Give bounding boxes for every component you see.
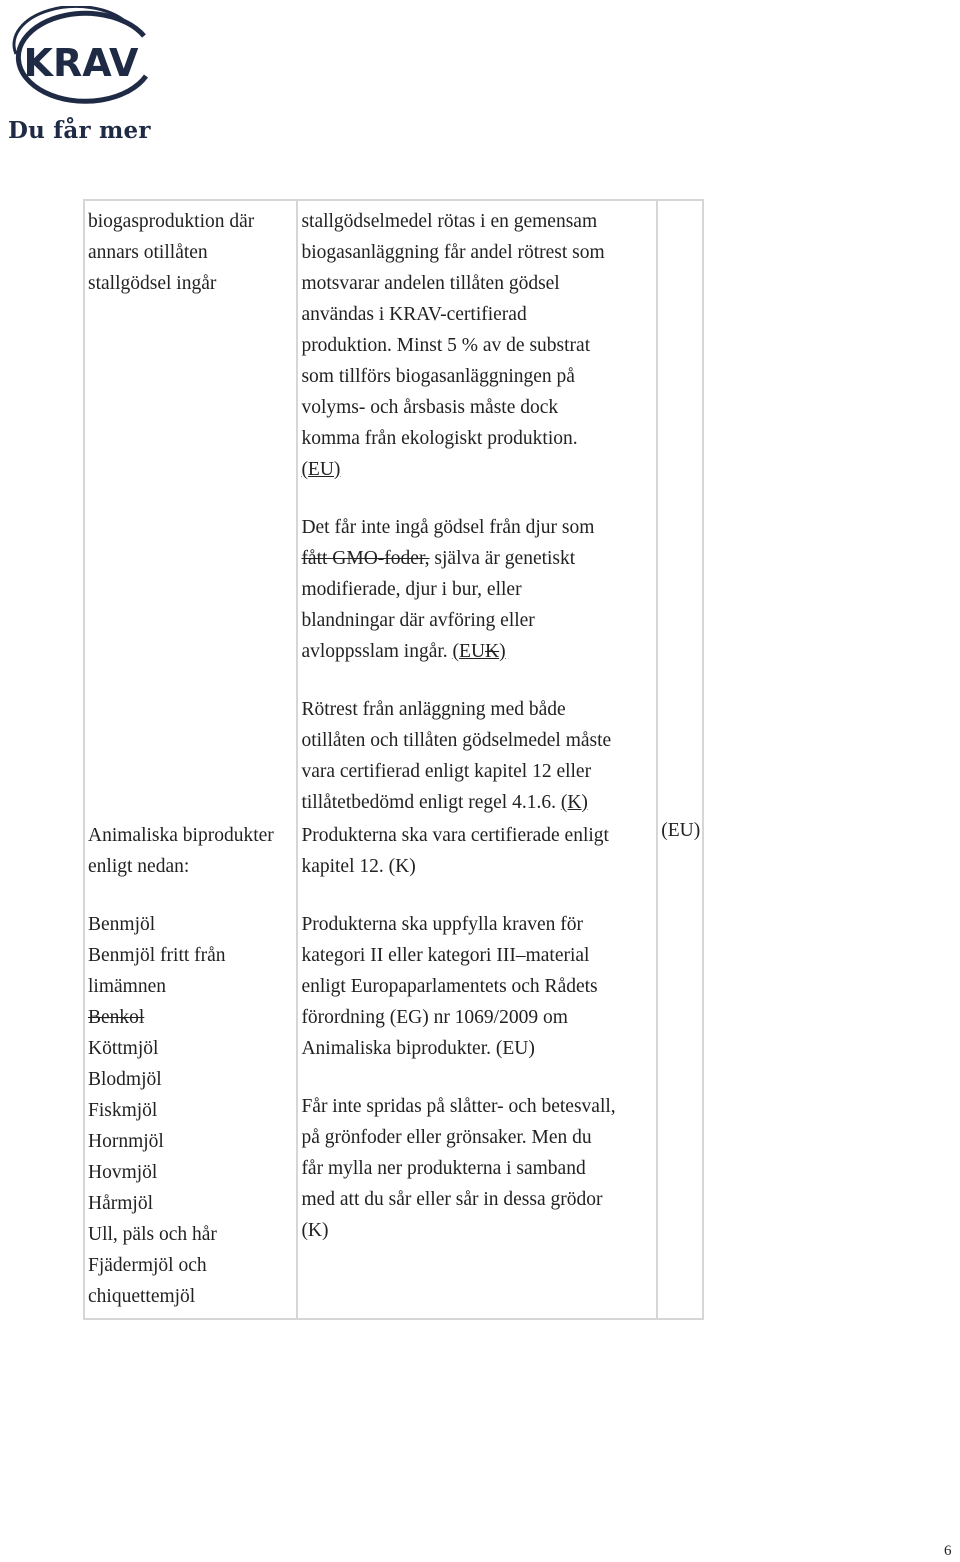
requirement-cell <box>297 882 657 1319</box>
requirement-line: blandningar där avföring eller <box>301 610 535 631</box>
requirement-line: Produkterna ska uppfylla kraven för <box>301 914 584 935</box>
requirement-line: modifierade, djur i bur, eller <box>301 579 522 600</box>
requirement-line: produktion. Minst 5 % av de substrat <box>301 335 591 356</box>
requirement-line: användas i KRAV-certifierad <box>301 304 527 325</box>
substance-line: enligt nedan: <box>88 856 190 877</box>
origin-tag: (K) <box>560 792 588 813</box>
table-row <box>84 818 703 882</box>
substance-line: Animaliska biprodukter <box>88 825 274 846</box>
rules-table <box>83 199 704 1320</box>
requirement-line: med att du sår eller sår in dessa grödor <box>301 1189 603 1210</box>
logo-wordmark: KRAV <box>23 41 139 85</box>
requirement-line: Får inte spridas på slåtter- och betesvall, <box>301 1096 616 1117</box>
substance-cell <box>84 818 297 882</box>
origin-tag: (EU) <box>661 820 701 841</box>
requirement-line: enligt Europaparlamentets och Rådets <box>301 976 598 997</box>
table-row <box>84 200 703 818</box>
substance-item: Fjädermjöl och <box>88 1255 207 1276</box>
substance-item: Blodmjöl <box>88 1069 162 1090</box>
substance-line: annars otillåten <box>88 242 208 263</box>
requirement-line: otillåten och tillåten gödselmedel måste <box>301 730 612 751</box>
substance-item: Ull, päls och hår <box>88 1224 217 1245</box>
table-row <box>84 882 703 1319</box>
requirement-cell <box>297 818 657 882</box>
substance-item: limämnen <box>88 976 166 997</box>
logo-tagline: Du får mer <box>8 117 151 144</box>
requirement-line: Det får inte ingå gödsel från djur som <box>301 517 595 538</box>
substance-line: biogasproduktion där <box>88 211 255 232</box>
substance-item: Hårmjöl <box>88 1193 153 1214</box>
substance-cell <box>84 200 297 818</box>
requirement-line: kapitel 12. (K) <box>301 856 416 877</box>
requirement-line: på grönfoder eller grönsaker. Men du <box>301 1127 592 1148</box>
origin-cell <box>657 200 703 818</box>
substance-item: Hovmjöl <box>88 1162 158 1183</box>
requirement-text: tillåtetbedömd enligt regel 4.1.6. <box>301 792 561 813</box>
substance-item: Köttmjöl <box>88 1038 159 1059</box>
origin-tag: (EUK) <box>452 641 506 662</box>
requirement-line: förordning (EG) nr 1069/2009 om <box>301 1007 568 1028</box>
requirement-line: komma från ekologiskt produktion. <box>301 428 578 449</box>
requirement-text: själva är genetiskt <box>429 548 576 569</box>
requirement-line: motsvarar andelen tillåten gödsel <box>301 273 560 294</box>
origin-cell <box>657 818 703 882</box>
requirement-line: kategori II eller kategori III–material <box>301 945 590 966</box>
substance-item: chiquettemjöl <box>88 1286 196 1307</box>
substance-item: Hornmjöl <box>88 1131 164 1152</box>
requirement-line: som tillförs biogasanläggningen på <box>301 366 575 387</box>
krav-logo-mark <box>6 6 156 114</box>
requirement-line: Rötrest från anläggning med både <box>301 699 566 720</box>
requirement-text: avloppsslam ingår. <box>301 641 453 662</box>
requirement-line: Produkterna ska vara certifierade enligt <box>301 825 609 846</box>
requirement-line: får mylla ner produkterna i samband <box>301 1158 586 1179</box>
substance-item: Benmjöl <box>88 914 156 935</box>
substance-item: Benmjöl fritt från <box>88 945 226 966</box>
requirement-line: Animaliska biprodukter. (EU) <box>301 1038 535 1059</box>
origin-cell <box>657 882 703 1319</box>
requirement-line: vara certifierad enligt kapitel 12 eller <box>301 761 592 782</box>
krav-logo <box>6 6 156 144</box>
requirement-line: stallgödselmedel rötas i en gemensam <box>301 211 598 232</box>
origin-tag: (EU) <box>301 459 341 480</box>
struck-substance-item: Benkol <box>88 1007 145 1028</box>
requirement-line: biogasanläggning får andel rötrest som <box>301 242 605 263</box>
struck-text: fått GMO-foder, <box>301 548 430 569</box>
substance-cell <box>84 882 297 1319</box>
requirement-line: (K) <box>301 1220 329 1241</box>
substance-item: Fiskmjöl <box>88 1100 158 1121</box>
requirement-cell <box>297 200 657 818</box>
requirement-line: volyms- och årsbasis måste dock <box>301 397 559 418</box>
page-number: 6 <box>944 1543 952 1559</box>
substance-line: stallgödsel ingår <box>88 273 217 294</box>
